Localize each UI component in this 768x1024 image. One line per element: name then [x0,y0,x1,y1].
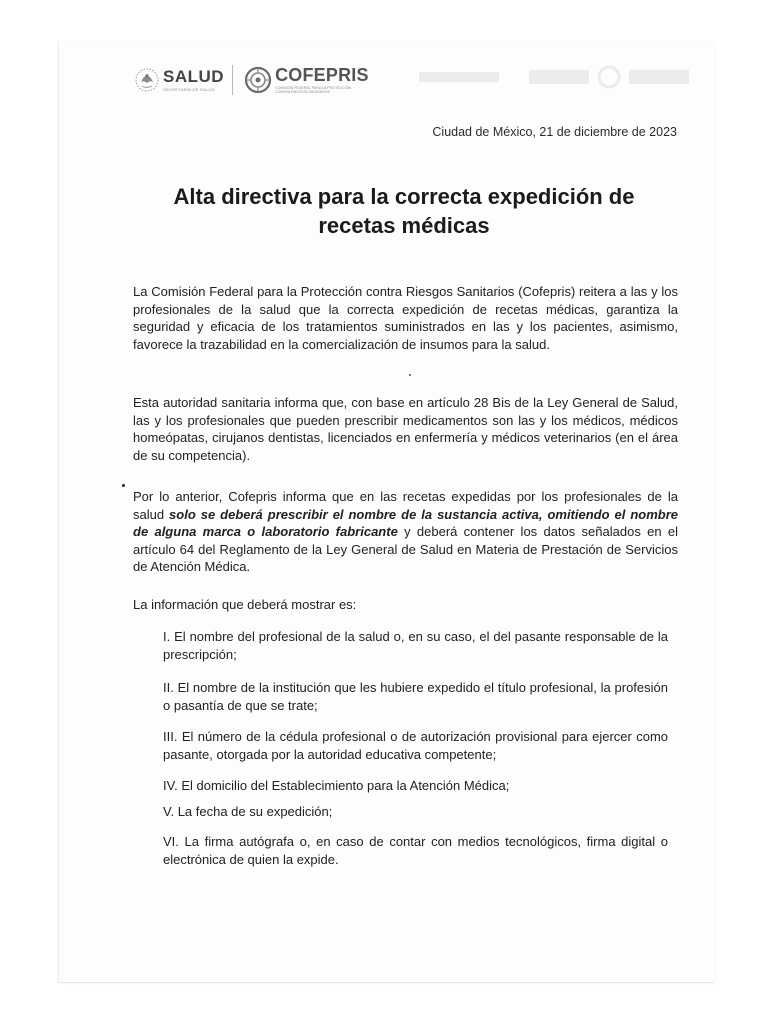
salud-logo-subtitle: SECRETARÍA DE SALUD [163,87,215,92]
bleed-through-logo-icon [419,64,699,90]
list-item: V. La fecha de su expedición; [163,804,333,819]
salud-logo-text: SALUD [163,67,225,86]
list-item: II. El nombre de la institución que les hubiere expedido el título profesional, la profesión o pasantía de que se trate; [163,680,668,713]
cofepris-emblem-icon [243,65,273,95]
eagle-emblem-icon [133,66,161,94]
paper-speck [409,374,411,376]
cofepris-logo-text: COFEPRIS [275,65,369,85]
document-page [58,42,715,983]
directive-text-end: y deberá contener los datos señalados en el artículo 64 del Reglamento de la Ley General de Salud en Materia de Prestación de Servicios de Atención Médica. [133,524,678,574]
directive-emphasis: solo se deberá prescribir el nombre de la sustancia activa, omitiendo el nombre de alguna marca o laboratorio fabricante [133,506,678,539]
paragraph-list-intro: La información que deberá mostrar es: [133,597,357,612]
list-item: I. El nombre del profesional de la salud o, en su caso, el del pasante responsable de la prescripción; [163,629,668,662]
margin-mark [122,484,125,487]
letterhead [133,58,369,102]
document-title [119,182,689,240]
document-date: Ciudad de México, 21 de diciembre de 2023 [432,125,677,139]
list-item: III. El número de la cédula profesional o de autorización provisional para ejercer como pasante, otorgada por la autoridad educativa competente; [163,729,668,762]
logo-divider [232,65,233,95]
cofepris-logo [243,65,369,95]
paragraph-intro: La Comisión Federal para la Protección contra Riesgos Sanitarios (Cofepris) reitera a las y los profesionales de la salud que la correcta expedición de recetas médicas, garantiza la seguridad y eficacia de los tratamientos suministrados en las y los pacientes, asimismo, favorece la trazabilidad en la comercialización de insumos para la salud. [133,284,678,352]
cofepris-logo-subtitle: COMISIÓN FEDERAL PARA LA PROTECCIÓN CONTRA RIESGOS SANITARIOS [275,86,352,94]
title-line-1: Alta directiva para la correcta expedición de [173,184,635,209]
list-item: VI. La firma autógrafa o, en caso de contar con medios tecnológicos, firma digital o electrónica de quien la expide. [163,834,668,867]
paragraph-directive [133,488,678,576]
paragraph-authority: Esta autoridad sanitaria informa que, con base en artículo 28 Bis de la Ley General de Salud, las y los profesionales que pueden prescribir medicamentos son las y los médicos, médicos homeópatas, cirujanos dentistas, licenciados en enfermería y médicos veterinarios (en el área de su competencia). [133,395,678,463]
salud-logo [133,66,224,94]
directive-text-start: Por lo anterior, Cofepris informa que en las recetas expedidas por los profesionales de la salud [133,489,678,522]
title-line-2: recetas médicas [318,213,490,238]
list-item: IV. El domicilio del Establecimiento para la Atención Médica; [163,778,510,793]
